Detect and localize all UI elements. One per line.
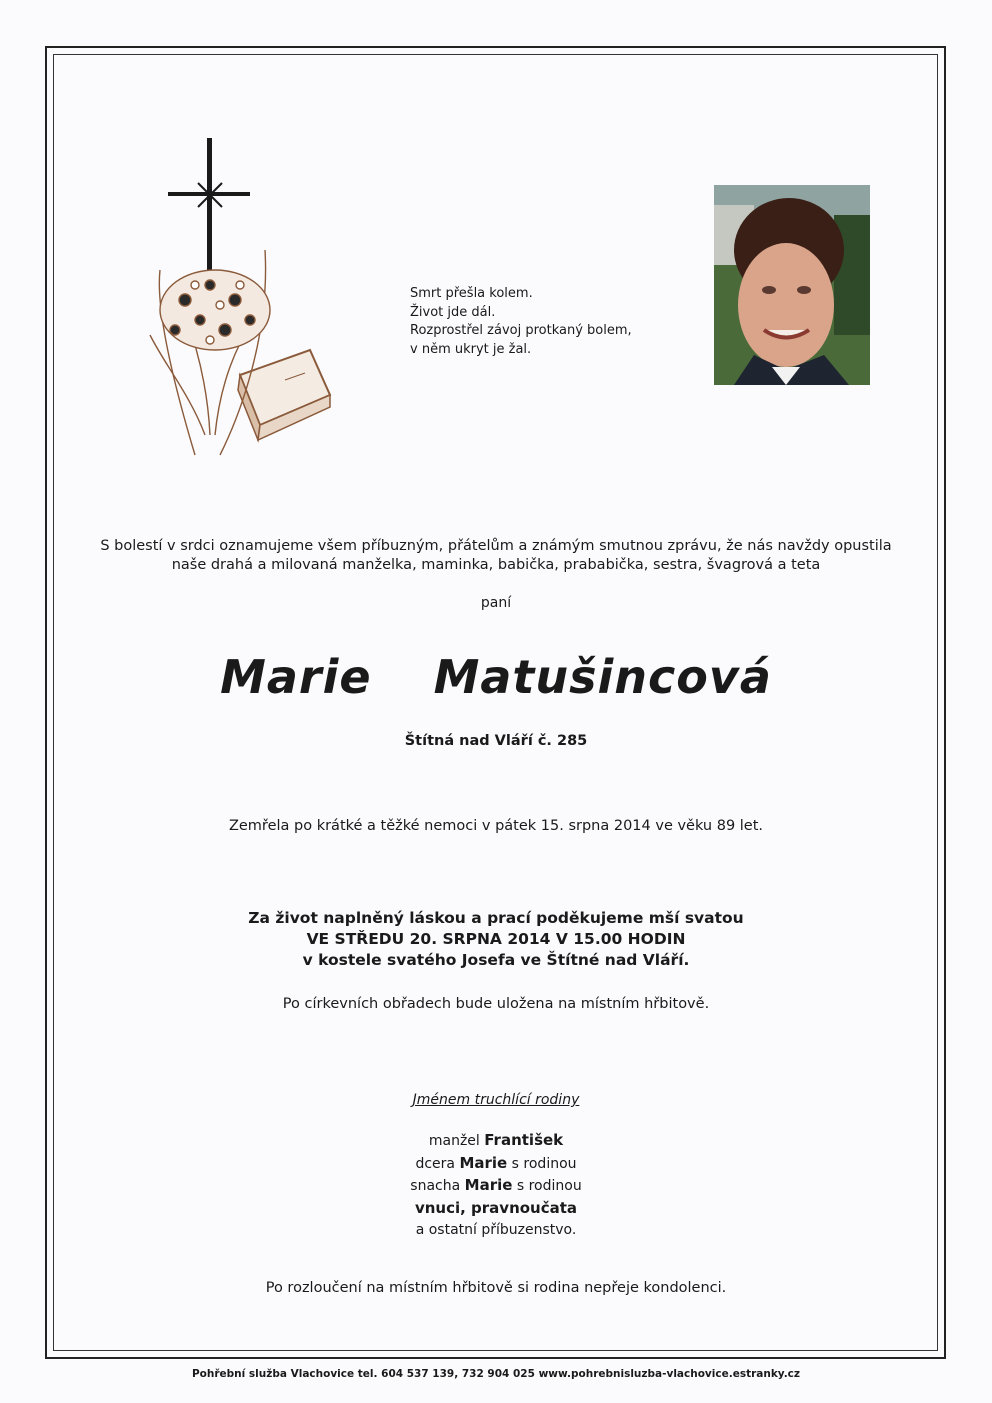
funeral-mass-info — [0, 908, 992, 971]
verse-line: Smrt přešla kolem. — [410, 286, 533, 301]
death-notice: Zemřela po krátké a těžké nemoci v pátek 15. srpna 2014 ve věku 89 let. — [228, 818, 764, 834]
family-member — [0, 1153, 992, 1176]
memorial-verse — [410, 285, 632, 359]
relation-label: dcera — [415, 1155, 455, 1172]
family-heading: Jménem truchlící rodiny — [412, 1092, 580, 1108]
deceased-name: Marie Matušincová — [220, 650, 772, 704]
mass-line: Za život naplněný láskou a prací poděkujeme mší svatou — [248, 909, 744, 927]
closing-note: Po rozloučení na místním hřbitově si rodina nepřeje kondolenci. — [265, 1280, 727, 1296]
member-name: Marie — [464, 1176, 513, 1194]
member-name: Marie — [459, 1153, 508, 1172]
relation-label: snacha — [410, 1178, 461, 1194]
burial-info: Po církevních obřadech bude uložena na místním hřbitově. — [282, 996, 710, 1012]
announcement-line: naše drahá a milovaná manželka, maminka, babička, prababička, sestra, švagrová a teta — [171, 557, 821, 573]
verse-line: v něm ukryt je žal. — [410, 341, 532, 357]
family-member — [0, 1130, 992, 1153]
mass-location: v kostele svatého Josefa ve Štítné nad Vláří. — [302, 951, 690, 969]
family-list — [0, 1130, 992, 1242]
verse-line: Život jde dál. — [410, 304, 496, 320]
member-name: vnuci, pravnoučata — [414, 1198, 578, 1217]
relation-label: manžel — [428, 1133, 480, 1149]
mass-date: VE STŘEDU 20. SRPNA 2014 V 15.00 HODIN — [306, 930, 686, 948]
relation-suffix: s rodinou — [511, 1155, 577, 1172]
memorial-decoration — [140, 135, 340, 465]
announcement-text — [0, 537, 992, 575]
cross-icon — [168, 138, 250, 278]
family-member: a ostatní příbuzenstvo. — [415, 1222, 577, 1238]
family-member — [0, 1198, 992, 1221]
honorific: paní — [480, 595, 512, 611]
deceased-address: Štítná nad Vláří č. 285 — [404, 733, 588, 749]
announcement-line: S bolestí v srdci oznamujeme všem příbuzným, přátelům a známým smutnou zprávu, že nás navždy opustila — [100, 538, 892, 554]
member-name: František — [484, 1131, 564, 1149]
verse-line: Rozprostřel závoj protkaný bolem, — [410, 323, 632, 338]
relation-suffix: s rodinou — [516, 1178, 582, 1194]
prayer-book-icon — [238, 350, 330, 440]
family-member — [0, 1175, 992, 1198]
portrait-photo — [714, 185, 870, 385]
funeral-service-footer: Pohřební služba Vlachovice tel. 604 537 139, 732 904 025 www.pohrebnisluzba-vlachovice.estranky.cz — [191, 1368, 801, 1380]
